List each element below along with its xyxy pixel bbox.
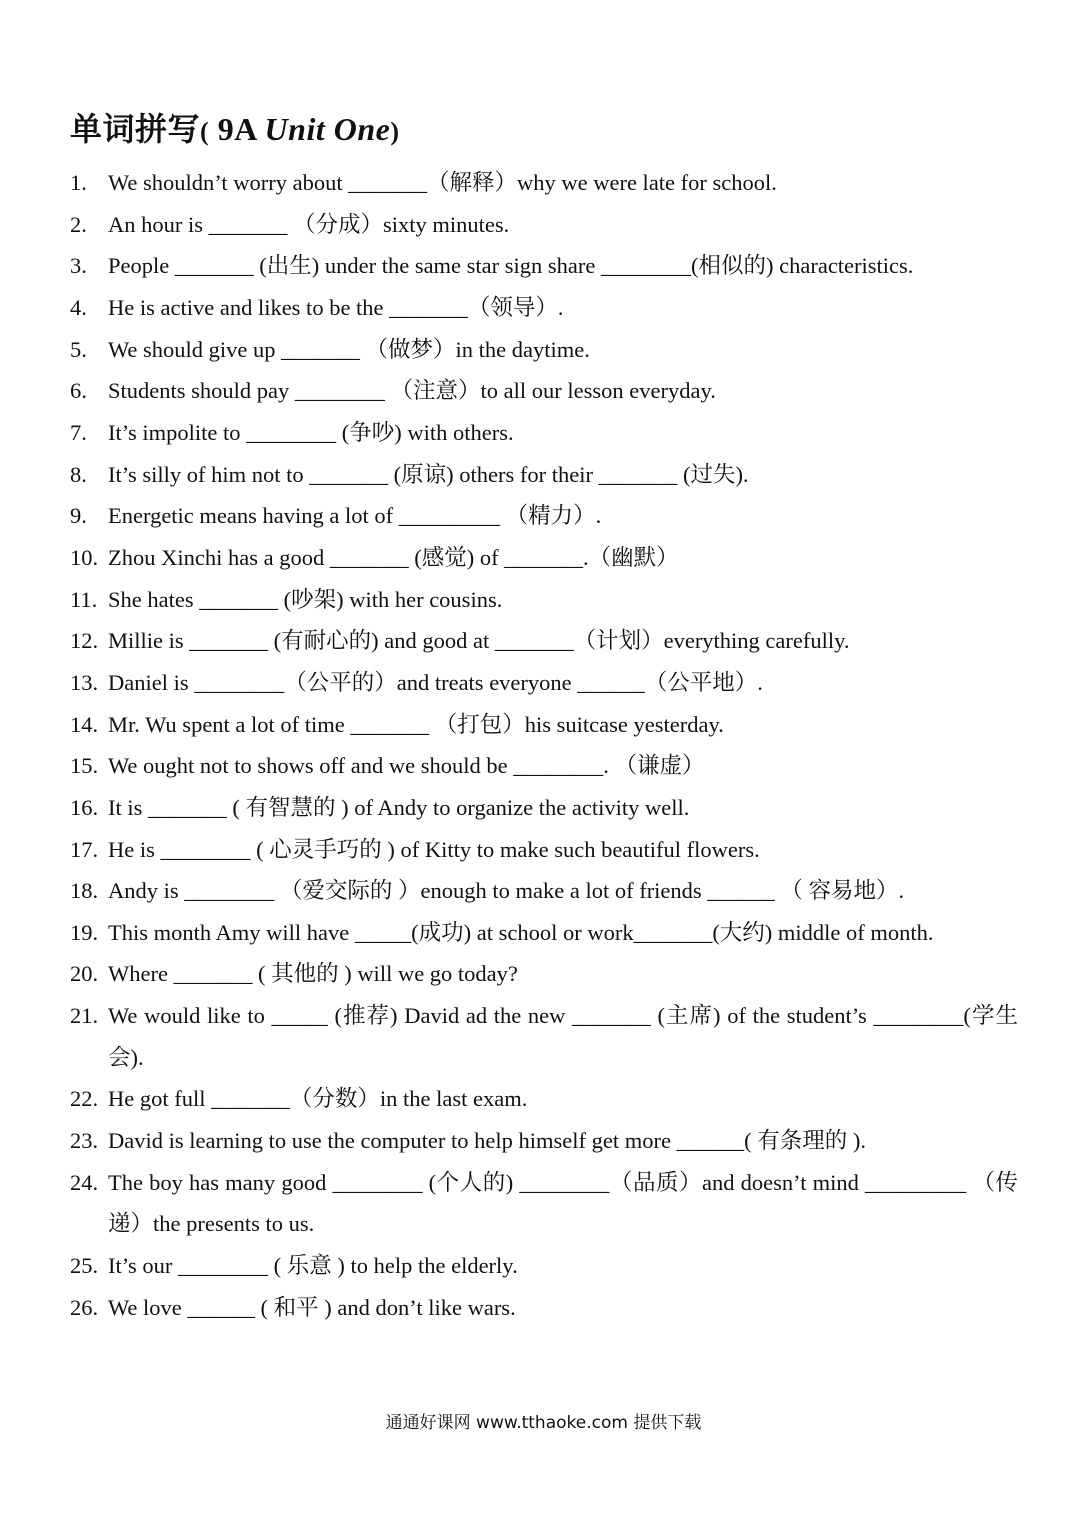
question-item [70, 1162, 1018, 1245]
question-item [70, 787, 1018, 829]
question-item [70, 662, 1018, 704]
question-text: It is _______ ( 有智慧的 ) of Andy to organize the activity well. [108, 794, 690, 820]
question-item [70, 370, 1018, 412]
question-item [70, 245, 1018, 287]
question-text: Where _______ ( 其他的 ) will we go today? [108, 961, 518, 987]
question-item [70, 1245, 1018, 1287]
question-number: 18. [70, 878, 99, 904]
worksheet-title [70, 104, 400, 150]
question-item [70, 1078, 1018, 1120]
question-text: David is learning to use the computer to help himself get more ______( 有条理的 ). [108, 1128, 866, 1154]
question-number: 7. [70, 419, 87, 445]
question-item [70, 912, 1018, 954]
question-text: He is active and likes to be the _______（领导）. [108, 294, 564, 320]
question-number: 20. [70, 961, 99, 987]
question-number: 23. [70, 1128, 99, 1154]
question-item [70, 953, 1018, 995]
question-list [70, 162, 1018, 1328]
question-text: We ought not to shows off and we should be ________. （谦虚） [108, 753, 705, 779]
question-number: 25. [70, 1253, 99, 1279]
question-item [70, 204, 1018, 246]
question-number: 26. [70, 1294, 99, 1320]
question-text: Students should pay ________ （注意）to all our lesson everyday. [108, 378, 716, 404]
question-item [70, 995, 1018, 1078]
question-item [70, 162, 1018, 204]
question-text: This month Amy will have _____(成功) at school or work_______(大约) middle of month. [108, 919, 934, 945]
question-text: We shouldn’t worry about _______（解释）why we were late for school. [108, 170, 777, 195]
title-unit: Unit One [264, 111, 391, 147]
question-text: It’s our ________ ( 乐意 ) to help the elderly. [108, 1253, 518, 1279]
footer-source: 通通好课网 www.tthaoke.com 提供下载 [385, 1413, 702, 1433]
question-text: We would like to _____ (推荐) David ad the new _______ (主席) of the student’s ________(学生会). [108, 1003, 1018, 1070]
question-text: She hates _______ (吵架) with her cousins. [108, 586, 503, 612]
title-chinese: 单词拼写 [70, 110, 201, 148]
question-text: An hour is _______ （分成）sixty minutes. [108, 211, 510, 237]
question-text: We love ______ ( 和平 ) and don’t like wars. [108, 1294, 516, 1320]
title-close-paren: ) [390, 117, 400, 146]
question-text: Mr. Wu spent a lot of time _______ （打包）his suitcase yesterday. [108, 711, 724, 737]
question-number: 22. [70, 1086, 99, 1112]
question-item [70, 745, 1018, 787]
question-text: It’s impolite to ________ (争吵) with others. [108, 419, 514, 445]
question-number: 14. [70, 711, 99, 737]
question-number: 10. [70, 544, 99, 570]
question-number: 3. [70, 253, 87, 279]
question-item [70, 1287, 1018, 1329]
question-text: Millie is _______ (有耐心的) and good at _______（计划）everything carefully. [108, 628, 850, 654]
question-text: Daniel is ________（公平的）and treats everyone ______（公平地）. [108, 669, 763, 695]
question-number: 9. [70, 503, 87, 529]
question-item [70, 704, 1018, 746]
question-item [70, 329, 1018, 371]
question-number: 17. [70, 836, 99, 862]
question-number: 1. [70, 170, 87, 195]
question-item [70, 537, 1018, 579]
question-item [70, 454, 1018, 496]
question-number: 6. [70, 378, 87, 404]
question-item [70, 829, 1018, 871]
question-text: Andy is ________ （爱交际的 ）enough to make a lot of friends ______ （ 容易地）. [108, 878, 905, 904]
question-item [70, 620, 1018, 662]
question-text: Energetic means having a lot of _________ （精力）. [108, 503, 602, 529]
question-item [70, 579, 1018, 621]
question-number: 5. [70, 336, 87, 362]
question-text: We should give up _______ （做梦）in the daytime. [108, 336, 590, 362]
question-number: 16. [70, 794, 99, 820]
question-item [70, 287, 1018, 329]
question-item [70, 870, 1018, 912]
question-number: 8. [70, 461, 87, 487]
question-item [70, 412, 1018, 454]
question-item [70, 1120, 1018, 1162]
question-number: 4. [70, 294, 87, 320]
question-number: 24. [70, 1169, 99, 1195]
question-item [70, 495, 1018, 537]
question-number: 13. [70, 669, 99, 695]
question-number: 15. [70, 753, 99, 779]
question-text: Zhou Xinchi has a good _______ (感觉) of _______.（幽默） [108, 544, 679, 570]
question-text: He is ________ ( 心灵手巧的 ) of Kitty to make such beautiful flowers. [108, 836, 760, 862]
question-number: 11. [70, 586, 98, 612]
question-number: 19. [70, 919, 99, 945]
title-open-paren: ( [200, 117, 210, 146]
question-text: It’s silly of him not to _______ (原谅) others for their _______ (过失). [108, 461, 749, 487]
question-text: The boy has many good ________ (个人的) ________（品质）and doesn’t mind _________ （传递）the presents to us. [108, 1169, 1018, 1237]
question-number: 12. [70, 628, 99, 654]
question-text: He got full _______（分数）in the last exam. [108, 1086, 528, 1112]
question-text: People _______ (出生) under the same star sign share ________(相似的) characteristics. [108, 253, 914, 279]
question-number: 21. [70, 1003, 99, 1029]
title-grade: 9A [209, 111, 265, 147]
question-number: 2. [70, 211, 87, 237]
